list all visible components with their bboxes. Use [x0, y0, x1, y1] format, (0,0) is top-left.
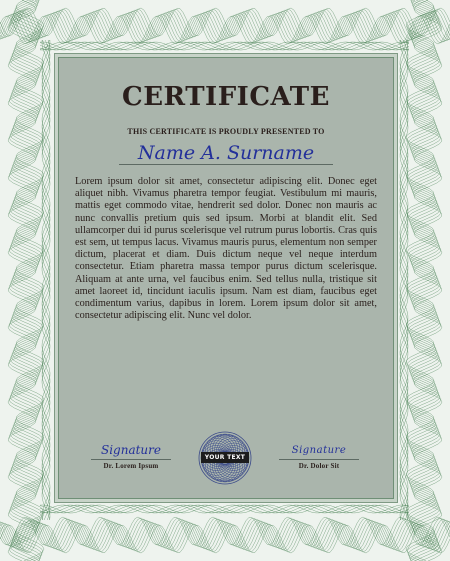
signature-right [259, 443, 379, 470]
signature-right-name: Dr. Dolor Sit [298, 462, 340, 470]
signature-right-line [279, 459, 359, 460]
signature-left-line [91, 459, 171, 460]
signature-left-name: Dr. Lorem Ipsum [103, 462, 159, 470]
signature-left-script: Signature [100, 443, 161, 457]
certificate-body: Lorem ipsum dolor sit amet, consectetur adipiscing elit. Donec eget aliquet nibh. Vivamus pharetra tempor feugiat. Vestibulum mi mauris, mattis eget commodo vitae, hendrerit sed dolor. Donec non mauris ac nunc convallis pretium quis sed ipsum. Morbi at blandit elit. Sed ullamcorper dui id purus scelerisque vel rutrum purus lobortis. Cras quis est sem, ut tempus lacus. Vivamus mauris purus, elementum non semper dictum, placerat et diam. Duis dictum neque vel neque interdum consectetur. Etiam pharetra massa tempor purus dictum scelerisque. Aliquam at ante urna, vel faucibus enim. Sed tellus nulla, tristique sit amet laoreet id, tincidunt iaculis ipsum. Nam est diam, faucibus eget condimentum varius, dapibus in lorem. Lorem ipsum dolor sit amet, consectetur adipiscing elit. Nunc vel dolor. [75, 176, 377, 322]
presented-to-line: THIS CERTIFICATE IS PROUDLY PRESENTED TO [127, 127, 325, 136]
signature-left [71, 443, 191, 470]
certificate-panel [58, 57, 394, 499]
seal-ribbon-text: YOUR TEXT [201, 452, 249, 463]
certificate-title: CERTIFICATE [122, 82, 330, 112]
recipient-name: Name A. Surname [137, 142, 315, 164]
signature-right-script: Signature [291, 445, 347, 456]
name-underline [119, 164, 333, 165]
